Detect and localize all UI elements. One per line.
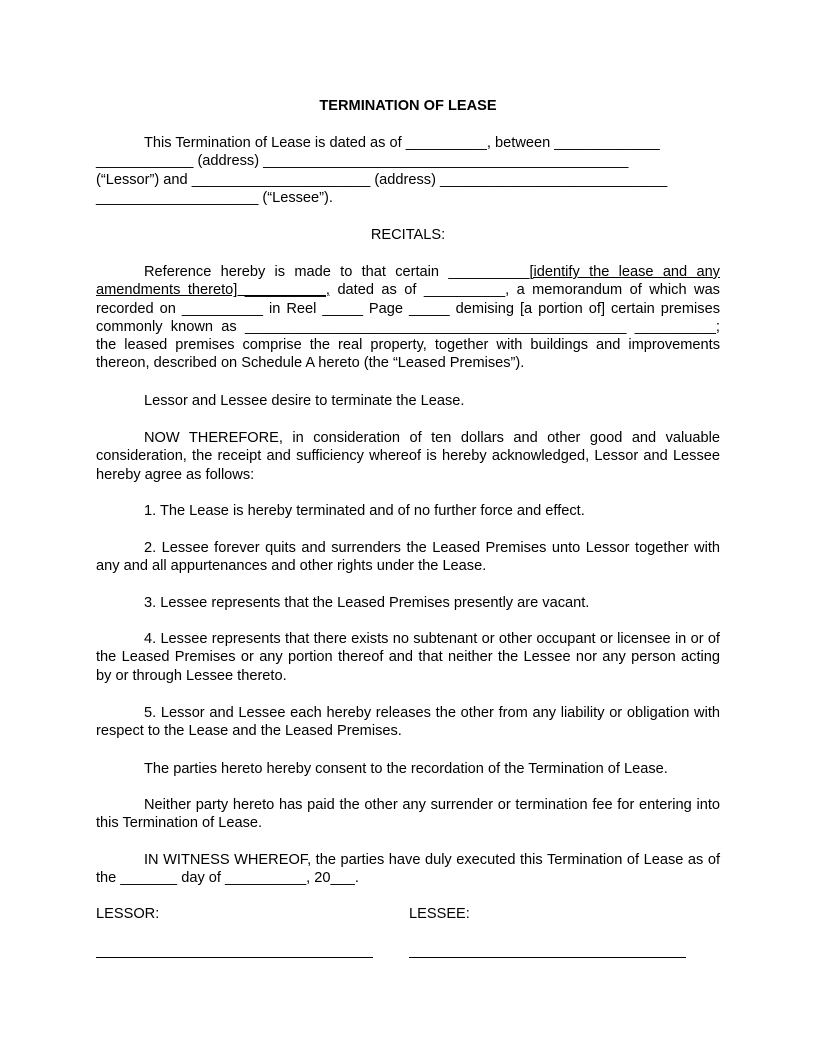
recital-reference-paragraph xyxy=(96,263,720,373)
lessor-label: LESSOR: xyxy=(96,906,160,922)
intro-line-2: ____________ (address) _____________________________________________ xyxy=(96,153,629,170)
clause-4: 4. Lessee represents that there exists no subtenant or other occupant or licensee in or of the Leased Premises or any portion thereof and that neither the Lessee nor any person acting by or through Lessee thereto. xyxy=(96,631,720,684)
clause-1: 1. The Lease is hereby terminated and of no further force and effect. xyxy=(144,503,585,519)
lessor-signature-line xyxy=(96,957,373,958)
recital-reference-lead: Reference hereby is made to that certain __________ xyxy=(144,264,530,280)
recital-reference-body: dated as of __________, a memorandum of which was recorded on __________ in Reel _____ Page _____ demising [a portion of] certain premises commonly known as _______________________________________________ __________; the leased premises comprise the real property, together with buildings and improvements thereon, described on Schedule A hereto (the “Leased Premises”). xyxy=(96,282,720,372)
lessee-signature-line xyxy=(409,957,686,958)
intro-line-3: (“Lessor”) and ______________________ (address) ____________________________ xyxy=(96,171,668,188)
recitals-heading: RECITALS: xyxy=(370,227,446,243)
clause-3: 3. Lessee represents that the Leased Premises presently are vacant. xyxy=(144,595,590,611)
consent-paragraph: The parties hereto hereby consent to the recordation of the Termination of Lease. xyxy=(144,761,668,777)
intro-line-4: ____________________ (“Lessee”). xyxy=(96,189,333,206)
lessee-label: LESSEE: xyxy=(409,906,470,922)
intro-paragraph xyxy=(96,134,720,207)
no-fee-paragraph: Neither party hereto has paid the other any surrender or termination fee for entering into this Termination of Lease. xyxy=(96,797,720,832)
witness-paragraph: IN WITNESS WHEREOF, the parties have duly executed this Termination of Lease as of the _______ day of __________, 20___. xyxy=(96,852,720,887)
document-title: TERMINATION OF LEASE xyxy=(319,98,497,114)
clause-5: 5. Lessor and Lessee each hereby releases the other from any liability or obligation with respect to the Lease and the Leased Premises. xyxy=(96,705,720,740)
recital-desire-paragraph: Lessor and Lessee desire to terminate the Lease. xyxy=(144,393,465,409)
now-therefore-paragraph: NOW THEREFORE, in consideration of ten dollars and other good and valuable consideration, the receipt and sufficiency whereof is hereby acknowledged, Lessor and Lessee hereby agree as follows: xyxy=(96,430,720,483)
intro-line-1: This Termination of Lease is dated as of __________, between _____________ xyxy=(144,135,660,151)
clause-2: 2. Lessee forever quits and surrenders the Leased Premises unto Lessor together with any and all appurtenances and other rights under the Lease. xyxy=(96,540,720,575)
recital-reference-placeholder: [identify the lease and any amendments thereto] __________, xyxy=(96,264,720,299)
